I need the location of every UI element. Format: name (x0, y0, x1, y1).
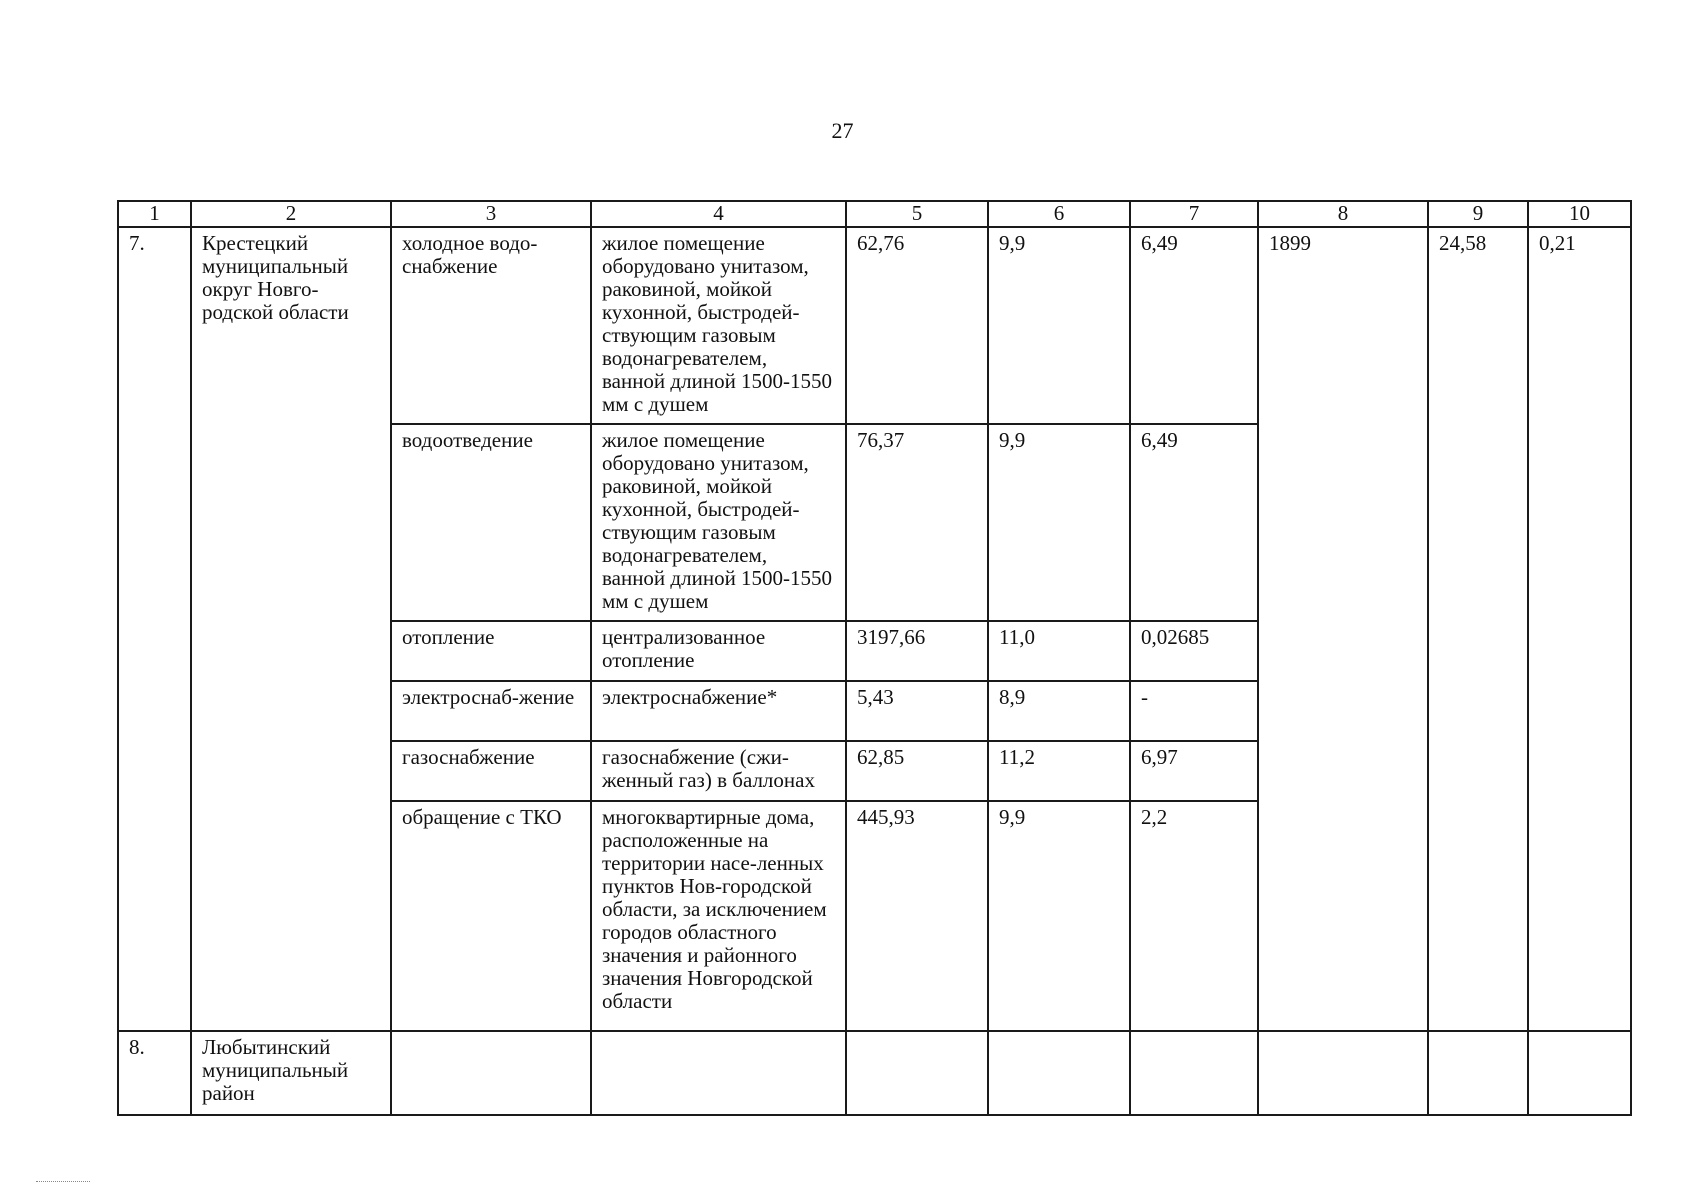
empty-cell (846, 1031, 988, 1115)
header-col-7: 7 (1130, 201, 1258, 227)
service-description: жилое помещение оборудовано унитазом, раковиной, мойкой кухонной, быстродей-ствующим газовым водонагревателем, ванной длиной 1500-1550 мм с душем (591, 424, 846, 621)
value-col7: 0,02685 (1130, 621, 1258, 681)
empty-cell (1528, 1031, 1631, 1115)
empty-cell (1130, 1031, 1258, 1115)
service-name: газоснабжение (391, 741, 591, 801)
service-name: обращение с ТКО (391, 801, 591, 1031)
value-col7: 6,97 (1130, 741, 1258, 801)
table-row (118, 227, 1631, 424)
entry-number: 7. (118, 227, 191, 1031)
header-col-10: 10 (1528, 201, 1631, 227)
service-name: отопление (391, 621, 591, 681)
empty-cell (591, 1031, 846, 1115)
value-col5: 445,93 (846, 801, 988, 1031)
service-name: водоотведение (391, 424, 591, 621)
value-col6: 9,9 (988, 227, 1130, 424)
table-row (118, 1031, 1631, 1115)
tariff-table (117, 200, 1632, 1116)
value-col8: 1899 (1258, 227, 1428, 1031)
table-header (118, 201, 1631, 227)
header-col-3: 3 (391, 201, 591, 227)
header-col-2: 2 (191, 201, 391, 227)
value-col7: 2,2 (1130, 801, 1258, 1031)
service-description: жилое помещение оборудовано унитазом, раковиной, мойкой кухонной, быстродей-ствующим газовым водонагревателем, ванной длиной 1500-1550 мм с душем (591, 227, 846, 424)
entry-number: 8. (118, 1031, 191, 1115)
page-number: 27 (831, 118, 854, 143)
value-col5: 76,37 (846, 424, 988, 621)
service-description: многоквартирные дома, расположенные на территории насе-ленных пунктов Нов-городской области, за исключением городов областного значения и районного значения Новгородской области (591, 801, 846, 1031)
value-col10: 0,21 (1528, 227, 1631, 1031)
value-col9: 24,58 (1428, 227, 1528, 1031)
value-col6: 9,9 (988, 424, 1130, 621)
service-description: газоснабжение (сжи-женный газ) в баллонах (591, 741, 846, 801)
municipality-name: Крестецкий муниципальный округ Новго-родской области (191, 227, 391, 1031)
service-description: централизованное отопление (591, 621, 846, 681)
header-col-9: 9 (1428, 201, 1528, 227)
header-row (118, 201, 1631, 227)
value-col5: 5,43 (846, 681, 988, 741)
value-col7: 6,49 (1130, 424, 1258, 621)
header-col-1: 1 (118, 201, 191, 227)
value-col5: 62,85 (846, 741, 988, 801)
value-col6: 8,9 (988, 681, 1130, 741)
value-col6: 9,9 (988, 801, 1130, 1031)
municipality-name: Любытинский муниципальный район (191, 1031, 391, 1115)
empty-cell (1258, 1031, 1428, 1115)
header-col-8: 8 (1258, 201, 1428, 227)
scan-artifact-line (36, 1181, 90, 1182)
value-col7: - (1130, 681, 1258, 741)
service-name: холодное водо-снабжение (391, 227, 591, 424)
value-col6: 11,2 (988, 741, 1130, 801)
header-col-6: 6 (988, 201, 1130, 227)
empty-cell (988, 1031, 1130, 1115)
service-description: электроснабжение* (591, 681, 846, 741)
value-col6: 11,0 (988, 621, 1130, 681)
empty-cell (1428, 1031, 1528, 1115)
value-col5: 62,76 (846, 227, 988, 424)
value-col7: 6,49 (1130, 227, 1258, 424)
header-col-5: 5 (846, 201, 988, 227)
value-col5: 3197,66 (846, 621, 988, 681)
header-col-4: 4 (591, 201, 846, 227)
service-name: электроснаб-жение (391, 681, 591, 741)
empty-cell (391, 1031, 591, 1115)
